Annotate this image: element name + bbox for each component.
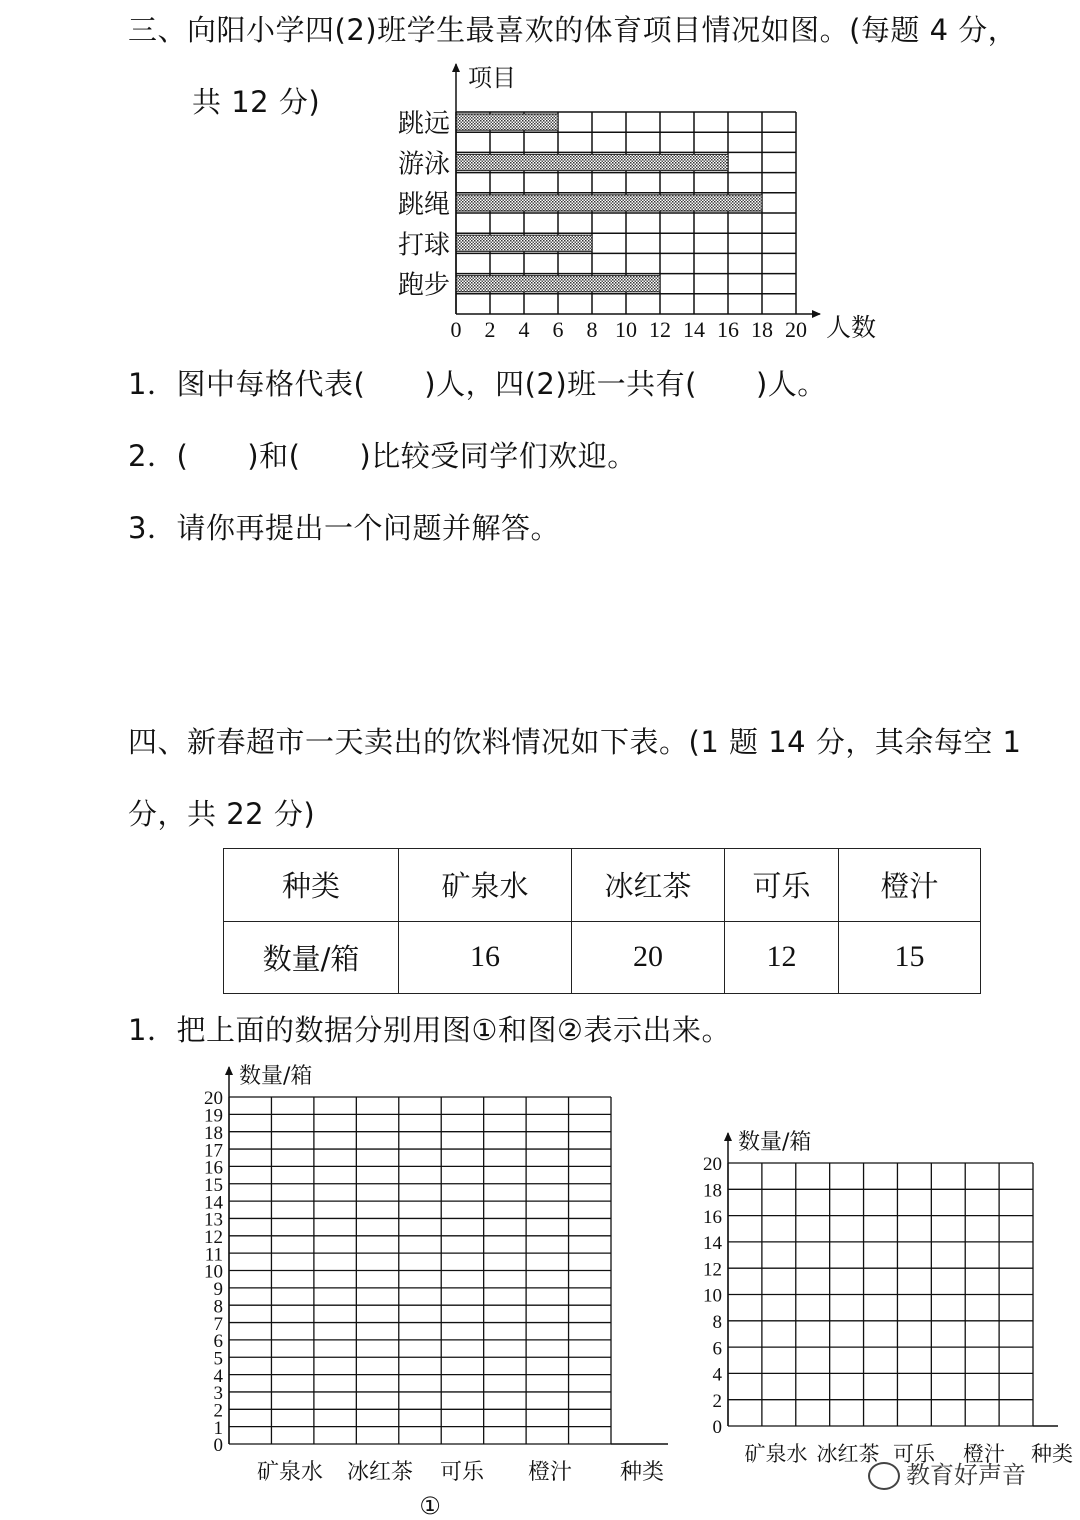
tick-label: 20 (703, 1154, 722, 1176)
section3-question-2: 2．( )和( )比较受同学们欢迎。 (128, 439, 637, 473)
section3-title-line1: 三、向阳小学四(2)班学生最喜欢的体育项目情况如图。(每题 4 分， (128, 13, 1018, 47)
tick-label: 1 (213, 1417, 223, 1439)
tick-label: 16 (204, 1157, 223, 1179)
tick-label: 8 (586, 317, 598, 342)
tick-label: 15 (204, 1174, 223, 1196)
section4-title-line1: 四、新春超市一天卖出的饮料情况如下表。(1 题 14 分，其余每空 1 (128, 725, 1022, 759)
section3-title-line2: 共 12 分) (192, 85, 321, 119)
table-cell: 冰红茶 (572, 849, 725, 922)
tick-label: 16 (717, 317, 739, 342)
bar (456, 276, 660, 292)
tick-label: 0 (450, 317, 462, 342)
tick-label: 5 (213, 1348, 223, 1370)
tick-label: 16 (703, 1206, 722, 1228)
watermark (868, 1455, 1026, 1490)
tick-label: 20 (785, 317, 807, 342)
tick-label: 10 (204, 1261, 223, 1283)
table-cell: 12 (725, 921, 839, 994)
category-label: 矿泉水 (744, 1442, 808, 1466)
blank-grid-chart-1 (204, 1064, 668, 1520)
tick-label: 12 (649, 317, 671, 342)
y-axis-label: 数量/箱 (738, 1130, 812, 1155)
tick-label: 0 (213, 1435, 223, 1457)
wechat-icon (868, 1462, 900, 1490)
table-cell: 16 (399, 921, 572, 994)
tick-label: 4 (712, 1364, 722, 1386)
category-label: 打球 (397, 230, 450, 261)
tick-label: 2 (484, 317, 496, 342)
table-cell: 种类 (224, 849, 399, 922)
tick-label: 4 (213, 1365, 223, 1387)
category-label: 冰红茶 (346, 1460, 414, 1485)
category-label: 跑步 (397, 270, 450, 301)
category-label: 橙汁 (963, 1442, 1005, 1466)
section4-title-line2: 分，共 22 分) (128, 797, 316, 831)
section4-question-1: 1．把上面的数据分别用图①和图②表示出来。 (128, 1013, 731, 1047)
tick-label: 14 (204, 1192, 223, 1214)
tick-label: 2 (213, 1400, 223, 1422)
table-cell: 15 (839, 921, 981, 994)
category-label: 可乐 (893, 1442, 935, 1466)
tick-label: 13 (204, 1209, 223, 1231)
table-cell: 橙汁 (839, 849, 981, 922)
tick-label: 3 (213, 1383, 223, 1405)
tick-label: 4 (518, 317, 530, 342)
tick-label: 18 (204, 1122, 223, 1144)
tick-label: 18 (751, 317, 773, 342)
tick-label: 7 (213, 1313, 223, 1335)
category-label: 矿泉水 (256, 1460, 324, 1485)
category-label: 游泳 (397, 149, 450, 180)
bar (456, 235, 592, 251)
category-label: 橙汁 (527, 1460, 573, 1485)
tick-label: 8 (213, 1296, 223, 1318)
watermark-text: 教育好声音 (906, 1461, 1026, 1489)
bar (456, 114, 558, 130)
sports-bar-chart (398, 64, 876, 342)
y-axis-label: 项目 (468, 64, 516, 92)
tick-label: 20 (204, 1088, 223, 1110)
bar (456, 154, 728, 170)
table-cell: 数量/箱 (224, 921, 399, 994)
x-axis-label: 种类 (619, 1460, 665, 1485)
tick-label: 9 (213, 1279, 223, 1301)
tick-label: 10 (703, 1285, 722, 1307)
tick-label: 12 (204, 1227, 223, 1249)
tick-label: 14 (703, 1233, 722, 1255)
x-axis-label: 人数 (826, 313, 877, 342)
tick-label: 2 (712, 1390, 722, 1412)
table-cell: 可乐 (725, 849, 839, 922)
section3-question-1: 1．图中每格代表( )人，四(2)班一共有( )人。 (128, 367, 827, 401)
section3-question-3: 3．请你再提出一个问题并解答。 (128, 511, 560, 545)
tick-label: 19 (204, 1105, 223, 1127)
tick-label: 10 (615, 317, 637, 342)
tick-label: 11 (204, 1244, 223, 1266)
blank-grid-chart-2 (703, 1130, 1073, 1466)
tick-label: 6 (552, 317, 564, 342)
x-axis-label: 种类 (1031, 1442, 1073, 1466)
bar (456, 195, 762, 211)
tick-label: 18 (703, 1180, 722, 1202)
tick-label: 12 (703, 1259, 722, 1281)
y-axis-label: 数量/箱 (239, 1064, 313, 1089)
tick-label: 8 (712, 1312, 722, 1334)
tick-label: 14 (683, 317, 705, 342)
table-cell: 20 (572, 921, 725, 994)
table-cell: 矿泉水 (399, 849, 572, 922)
category-label: 冰红茶 (816, 1442, 880, 1466)
category-label: 可乐 (439, 1460, 485, 1485)
tick-label: 0 (712, 1417, 722, 1439)
tick-label: 6 (213, 1331, 223, 1353)
tick-label: 17 (204, 1140, 223, 1162)
figure-caption: ① (419, 1492, 441, 1520)
category-label: 跳绳 (397, 189, 450, 220)
tick-label: 6 (712, 1338, 722, 1360)
category-label: 跳远 (397, 109, 450, 140)
